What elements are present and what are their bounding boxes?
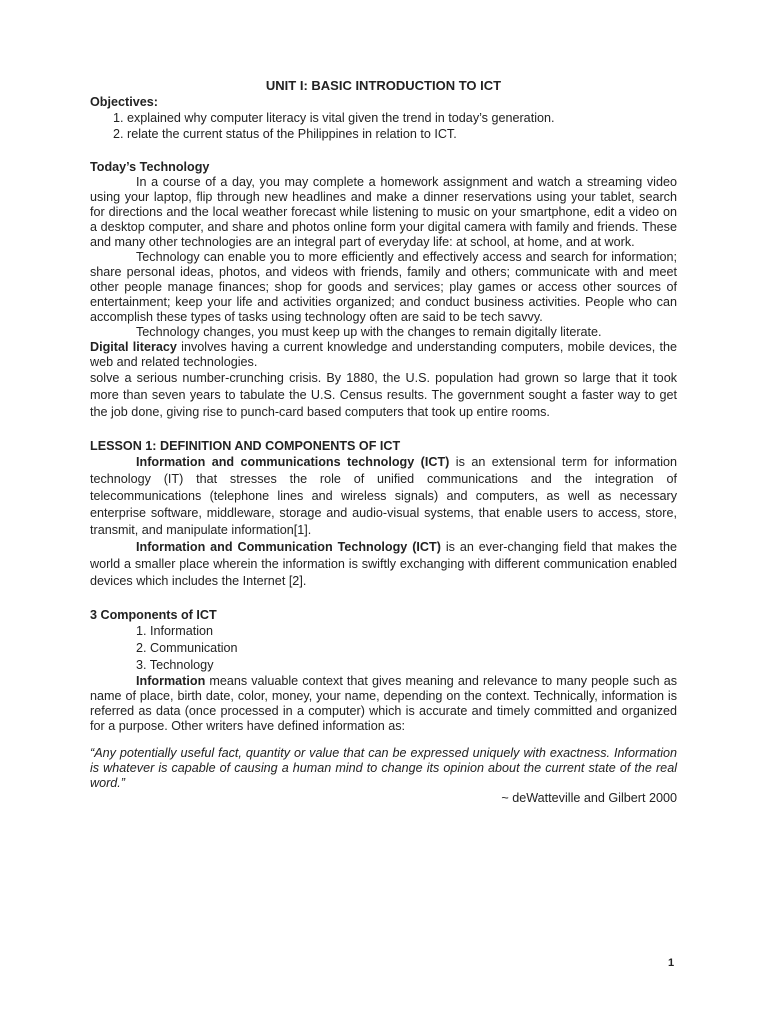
section-heading-lesson-1: LESSON 1: DEFINITION AND COMPONENTS OF ICT xyxy=(90,439,401,453)
section-heading-todays-technology: Today’s Technology xyxy=(90,160,210,174)
components-list xyxy=(90,623,677,674)
list-item: 1. explained why computer literacy is vital given the trend in today’s generation. xyxy=(113,111,555,125)
term-ict: Information and communications technology (ICT) xyxy=(136,455,450,469)
section-heading-components: 3 Components of ICT xyxy=(90,608,217,622)
paragraph: solve a serious number-crunching crisis. By 1880, the U.S. population had grown so large that it took more than seven years to tabulate the U.S. Census results. The government sought a faster way to get the job done, giving rise to punch-card based computers that took up entire rooms. xyxy=(90,371,677,419)
paragraph-text: is an extensional term for information technology (IT) that stresses the role of unified communications and the integration of telecommunications (telephone lines and wireless signals) and computers, as well as necessary enterprise software, middleware, storage and audio-visual systems, that enable users to access, store, transmit, and manipulate information[1]. xyxy=(90,455,677,537)
paragraph-text: is an ever-changing field that makes the world a smaller place wherein the information is swiftly exchanging with different communication enabled devices which includes the Internet [2]. xyxy=(90,540,677,588)
document-page xyxy=(90,78,677,806)
page-title: UNIT I: BASIC INTRODUCTION TO ICT xyxy=(265,78,502,93)
term-information: Information xyxy=(136,674,206,688)
paragraph-text: means valuable context that gives meaning and relevance to many people such as name of place, birth date, color, money, your name, depending on the context. Technically, information is referred as data (once processed in a computer) which is accurate and timely committed and organized for a purpose. Other writers have defined information as: xyxy=(90,674,677,733)
objectives-heading: Objectives: xyxy=(90,95,158,109)
objectives-list xyxy=(90,110,677,142)
list-item: 1. Information xyxy=(136,624,214,638)
list-item: 2. Communication xyxy=(136,641,238,655)
term-digital-literacy: Digital literacy xyxy=(90,340,177,354)
paragraph-ict-definition-2 xyxy=(90,539,677,590)
page-number: 1 xyxy=(668,957,675,969)
quote-attribution: ~ deWatteville and Gilbert 2000 xyxy=(501,791,677,805)
paragraph-information xyxy=(90,674,677,734)
paragraph: Technology changes, you must keep up with the changes to remain digitally literate. xyxy=(136,325,602,339)
paragraph-digital-literacy xyxy=(90,340,677,370)
paragraph-text: involves having a current knowledge and understanding computers, mobile devices, the web and related technologies. xyxy=(90,340,678,369)
list-item: 3. Technology xyxy=(136,658,214,672)
paragraph: Technology can enable you to more efficiently and effectively access and search for information; share personal ideas, photos, and videos with friends, family and others; communicate with and meet other people manage finances; shop for goods and services; play games or access other sources of entertainment; keep your life and activities organized; and conduct business activities. People who can accomplish these types of tasks using technology often are said to be tech savvy. xyxy=(90,250,677,324)
list-item: 2. relate the current status of the Philippines in relation to ICT. xyxy=(113,127,457,141)
term-ict: Information and Communication Technology (ICT) xyxy=(136,540,441,554)
paragraph-ict-definition-1 xyxy=(90,454,677,539)
paragraph: In a course of a day, you may complete a homework assignment and watch a streaming video using your laptop, flip through new headlines and make a dinner reservations using your tablet, search for directions and the local weather forecast while listening to music on your smartphone, edit a video on a desktop computer, and share and photos online form your digital camera with family and friends. These and many other technologies are an integral part of everyday life: at school, at home, and at work. xyxy=(90,175,677,249)
quote: “Any potentially useful fact, quantity or value that can be expressed uniquely with exactness. Information is whatever is capable of causing a human mind to change its opinion about the current state of the real word.” xyxy=(90,746,677,790)
